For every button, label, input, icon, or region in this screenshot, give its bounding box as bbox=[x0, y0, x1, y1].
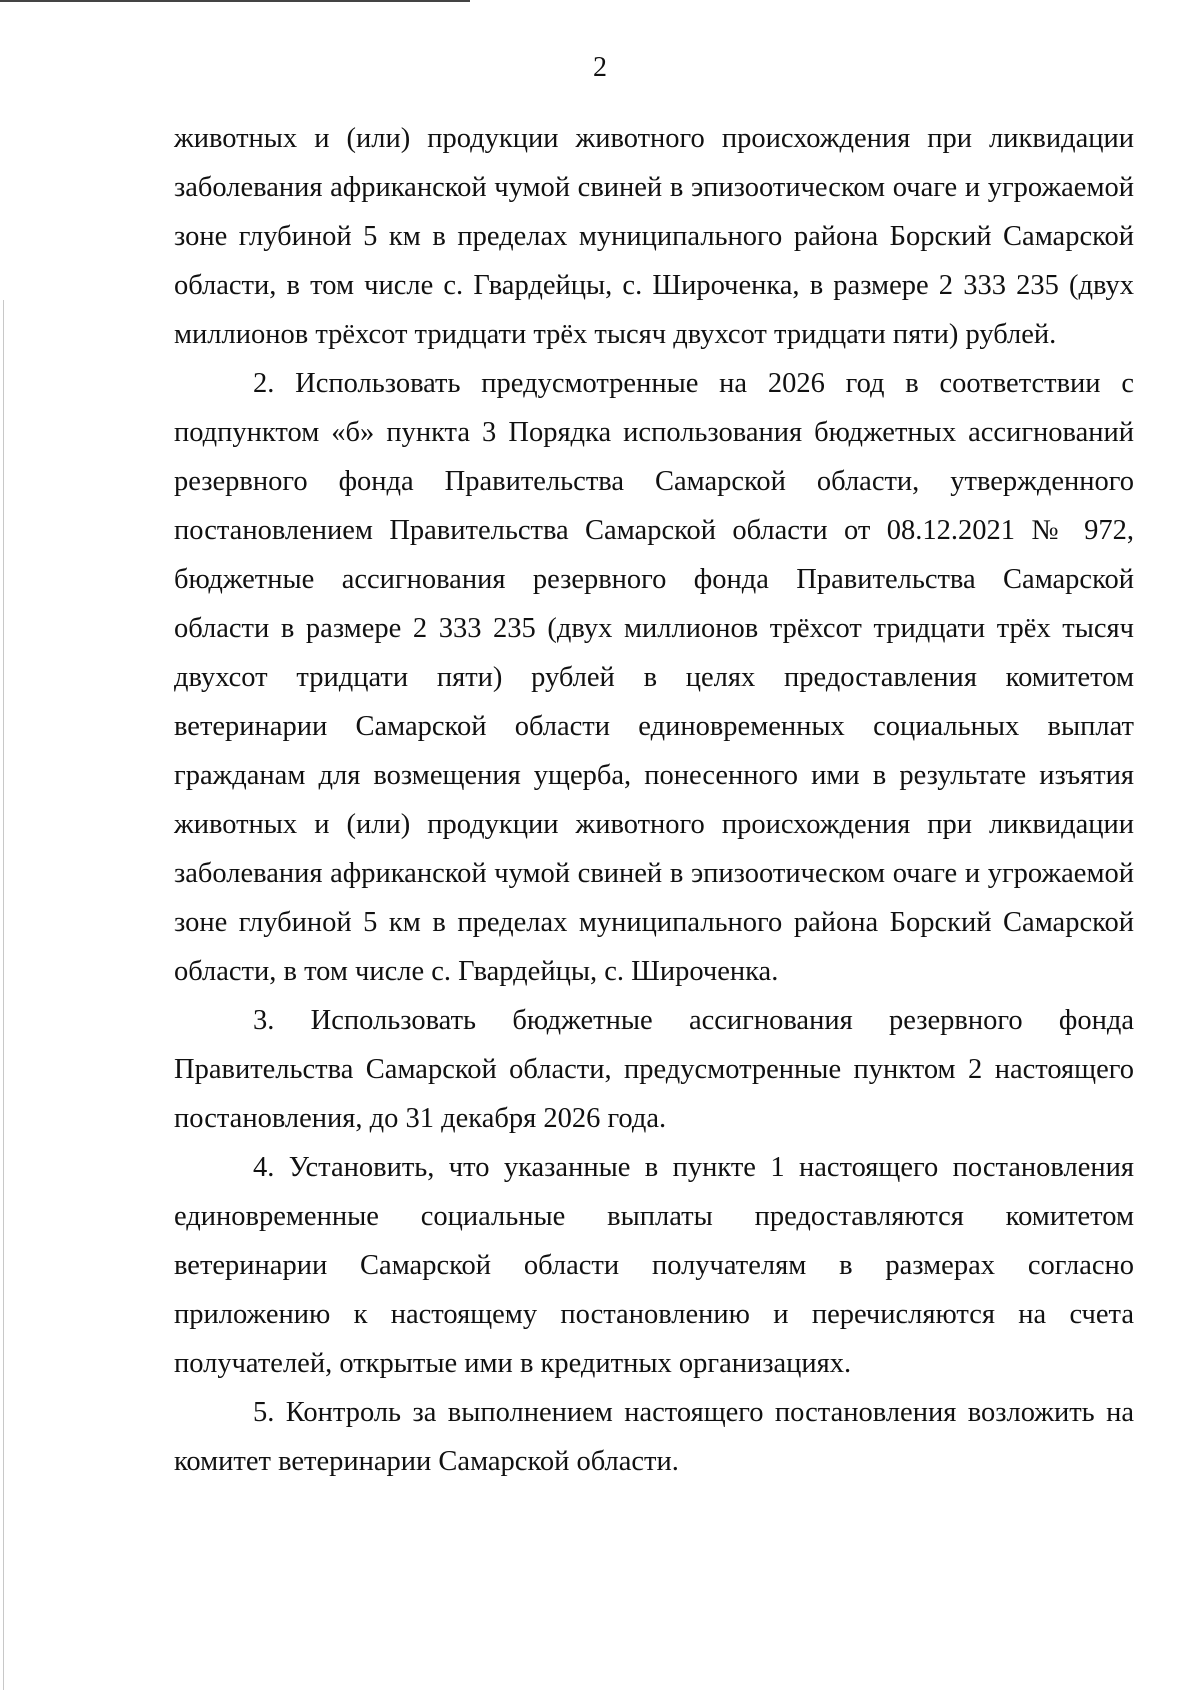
scan-artifact-left-edge bbox=[3, 300, 4, 1690]
page-number: 2 bbox=[593, 52, 607, 83]
paragraph-item-5: 5. Контроль за выполнением настоящего постановления возложить на комитет ветеринарии Самарской области. bbox=[174, 1397, 1134, 1477]
paragraph-continuation: животных и (или) продукции животного происхождения при ликвидации заболевания африканской чумой свиней в эпизоотическом очаге и угрожаемой зоне глубиной 5 км в пределах муниципального района Борский Самарской области, в том числе с. Гвардейцы, с. Широченка, в размере 2 333 235 (двух миллионов трёхсот тридцати трёх тысяч двухсот тридцати пяти) рублей. bbox=[174, 123, 1134, 350]
document-body bbox=[174, 114, 1134, 1486]
paragraph-item-4: 4. Установить, что указанные в пункте 1 настоящего постановления единовременные социальные выплаты предоставляются комитетом ветеринарии Самарской области получателям в размерах согласно приложению к настоящему постановлению и перечисляются на счета получателей, открытые ими в кредитных организациях. bbox=[174, 1152, 1134, 1379]
paragraph-item-3: 3. Использовать бюджетные ассигнования резервного фонда Правительства Самарской области, предусмотренные пунктом 2 настоящего постановления, до 31 декабря 2026 года. bbox=[174, 1005, 1134, 1134]
scan-artifact-top-line bbox=[0, 0, 470, 2]
paragraph-item-2: 2. Использовать предусмотренные на 2026 год в соответствии с подпунктом «б» пункта 3 Порядка использования бюджетных ассигнований резервного фонда Правительства Самарской области, утвержденного постановлением Правительства Самарской области от 08.12.2021 № 972, бюджетные ассигнования резервного фонда Правительства Самарской области в размере 2 333 235 (двух миллионов трёхсот тридцати трёх тысяч двухсот тридцати пяти) рублей в целях предоставления комитетом ветеринарии Самарской области единовременных социальных выплат гражданам для возмещения ущерба, понесенного ими в результате изъятия животных и (или) продукции животного происхождения при ликвидации заболевания африканской чумой свиней в эпизоотическом очаге и угрожаемой зоне глубиной 5 км в пределах муниципального района Борский Самарской области, в том числе с. Гвардейцы, с. Широченка. bbox=[174, 368, 1134, 987]
